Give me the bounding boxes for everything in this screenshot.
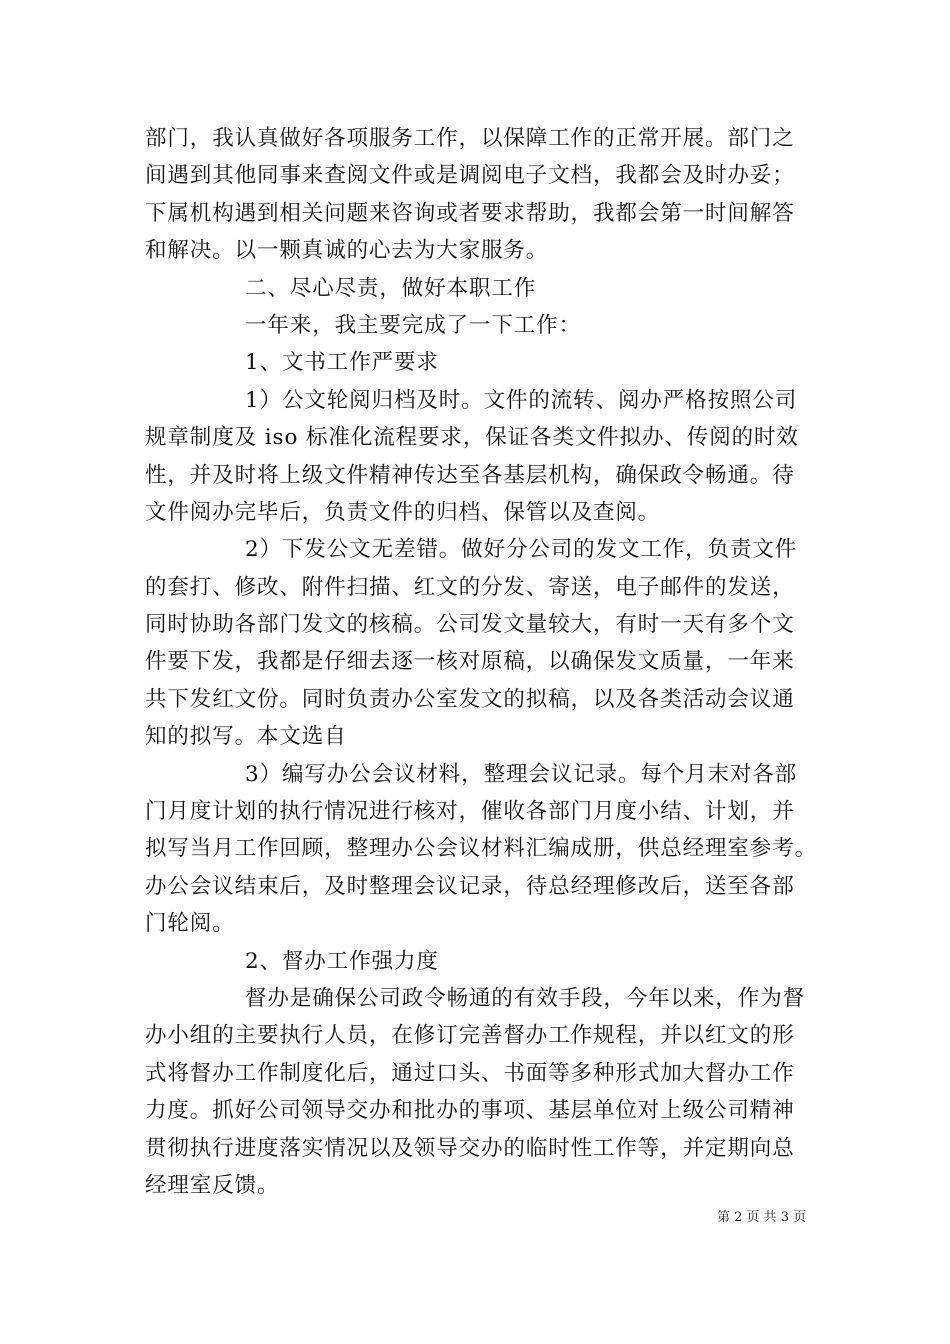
text-line: 部门，我认真做好各项服务工作，以保障工作的正常开展。部门之 (145, 126, 795, 151)
text-line: 的套打、修改、附件扫描、红文的分发、寄送，电子邮件的发送， (145, 574, 795, 600)
text-line: 间遇到其他同事来查阅文件或是调阅电子文档，我都会及时办妥； (145, 163, 795, 189)
text-line: 规章制度及 iso 标准化流程要求，保证各类文件拟办、传阅的时效 (145, 425, 799, 451)
text-line: 经理室反馈。 (145, 1172, 280, 1198)
subsection-heading: 1、文书工作严要求 (245, 350, 439, 376)
subsection-heading: 2、督办工作强力度 (245, 948, 439, 974)
text-line: 件要下发，我都是仔细去逐一核对原稿，以确保发文质量，一年来 (145, 649, 795, 675)
text-line: 办小组的主要执行人员，在修订完善督办工作规程，并以红文的形 (145, 1023, 795, 1049)
text-line: 拟写当月工作回顾，整理办公会议材料汇编成册，供总经理室参考。 (145, 836, 818, 862)
text-line: 门轮阅。 (145, 911, 235, 937)
text-line: 一年来，我主要完成了一下工作： (245, 312, 582, 338)
body-text (145, 120, 825, 1204)
page-number-footer: 第 2 页 共 3 页 (717, 1210, 807, 1225)
text-line: 3）编写办公会议材料，整理会议记录。每个月末对各部 (245, 761, 798, 787)
text-line: 同时协助各部门发文的核稿。公司发文量较大，有时一天有多个文 (145, 612, 795, 638)
section-heading: 二、尽心尽责，做好本职工作 (245, 275, 537, 301)
text-line: 和解决。以一颗真诚的心去为大家服务。 (145, 238, 549, 264)
text-line: 共下发红文份。同时负责办公室发文的拟稿，以及各类活动会议通 (145, 686, 795, 712)
text-line: 1）公文轮阅归档及时。文件的流转、阅办严格按照公司 (245, 387, 798, 413)
text-line: 2）下发公文无差错。做好分公司的发文工作，负责文件 (245, 537, 798, 563)
text-line: 办公会议结束后，及时整理会议记录，待总经理修改后，送至各部 (145, 873, 795, 899)
text-line: 下属机构遇到相关问题来咨询或者要求帮助，我都会第一时间解答 (145, 200, 795, 226)
text-line: 力度。抓好公司领导交办和批办的事项、基层单位对上级公司精神 (145, 1098, 795, 1124)
text-line: 督办是确保公司政令畅通的有效手段，今年以来，作为督 (245, 985, 806, 1011)
text-line: 式将督办工作制度化后，通过口头、书面等多种形式加大督办工作 (145, 1060, 795, 1086)
text-line: 知的拟写。本文选自 (145, 724, 347, 750)
text-line: 文件阅办完毕后，负责文件的归档、保管以及查阅。 (145, 499, 661, 525)
text-line: 贯彻执行进度落实情况以及领导交办的临时性工作等，并定期向总 (145, 1135, 795, 1161)
text-line: 门月度计划的执行情况进行核对，催收各部门月度小结、计划，并 (145, 799, 795, 825)
text-line: 性，并及时将上级文件精神传达至各基层机构，确保政令畅通。待 (145, 462, 795, 488)
